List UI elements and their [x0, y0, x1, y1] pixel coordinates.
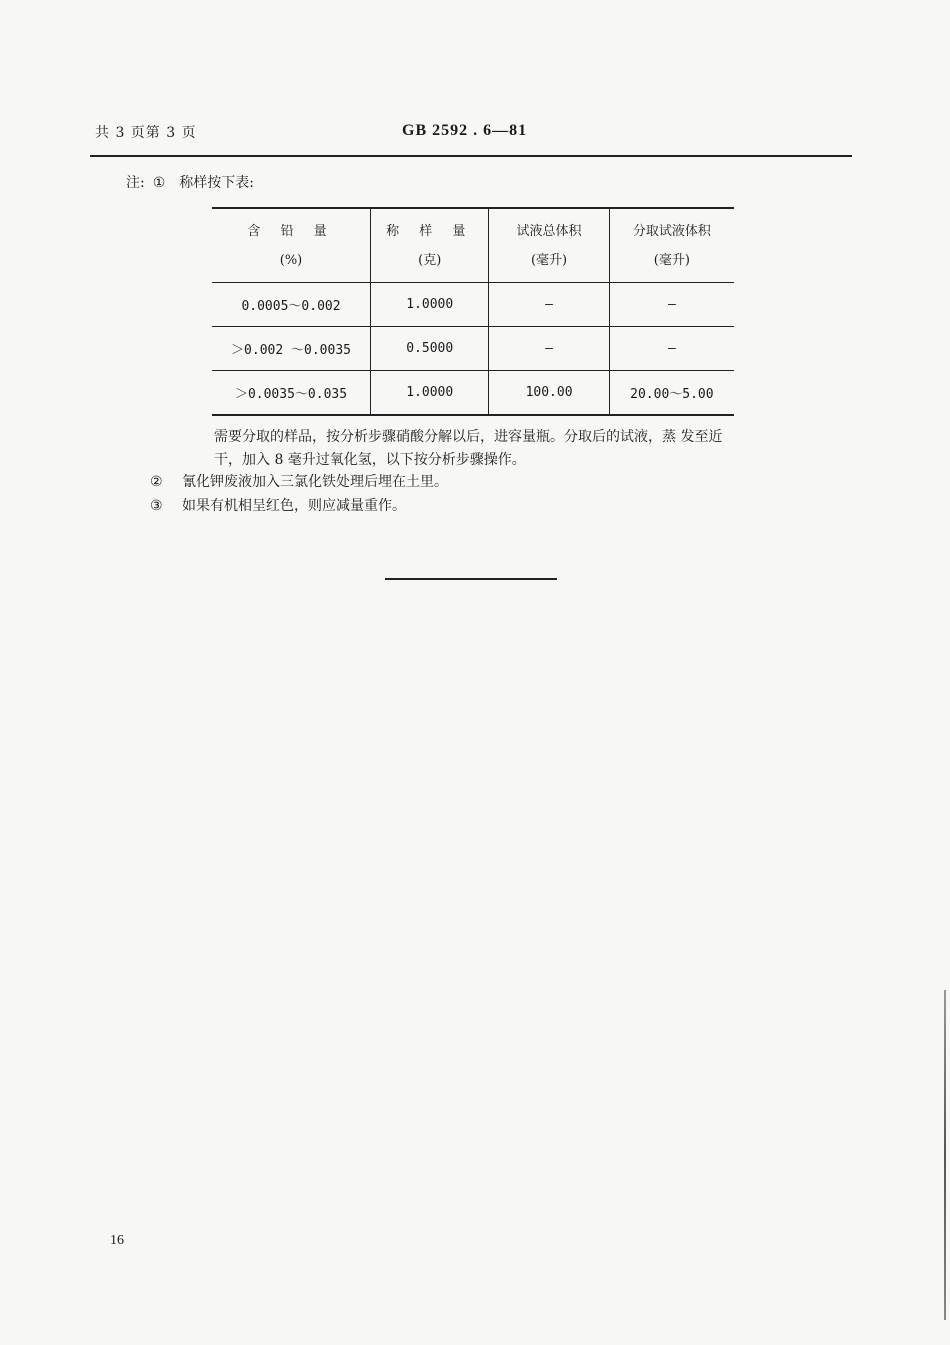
header-unit: (克) [418, 252, 442, 268]
note-text: 氰化钾废液加入三氯化铁处理后埋在土里。 [182, 474, 448, 490]
header-label: 试液总体积 [516, 223, 582, 239]
page-count-header: 共 3 页第 3 页 [95, 125, 197, 141]
note-label: 注: [126, 175, 145, 191]
table-cell: — [489, 327, 609, 371]
note-intro [126, 172, 254, 192]
header-unit: (毫升) [530, 252, 568, 268]
header-total-volume [489, 208, 609, 283]
header-label: 分取试液体积 [632, 223, 711, 239]
header-sample-weight [371, 208, 489, 283]
header-unit: (毫升) [653, 252, 690, 268]
table-cell: 0.0005～0.002 [241, 299, 341, 314]
table-cell: — [489, 283, 609, 327]
note-item-3 [150, 495, 406, 515]
table-cell: 1.0000 [371, 283, 489, 327]
header-label: 称 样 量 [386, 223, 474, 239]
aliquot-instruction-paragraph: 需要分取的样品，按分析步骤硝酸分解以后，进容量瓶。分取后的试液，蒸 发至近干，加入 8 毫升过氧化氢，以下按分析步骤操作。 [214, 429, 723, 468]
table-cell: 20.00～5.00 [609, 371, 734, 416]
sample-weight-table [212, 207, 734, 416]
table-header-row [212, 208, 734, 283]
table-row [212, 327, 734, 371]
table-cell: — [609, 283, 734, 327]
note-item-2 [150, 471, 448, 491]
table-cell: ＞0.002 ～0.0035 [231, 343, 351, 358]
header-divider [90, 155, 852, 157]
header-unit: (%) [279, 252, 303, 268]
scan-edge-artifact [944, 990, 946, 1320]
table-row [212, 371, 734, 416]
table-cell: ＞0.0035～0.035 [234, 387, 348, 402]
note-number: ② [150, 474, 163, 490]
standard-code-header: GB 2592 . 6—81 [402, 122, 528, 139]
table-cell: — [609, 327, 734, 371]
note-number: ③ [150, 498, 163, 514]
table-cell: 0.5000 [371, 327, 489, 371]
note-intro-text: 称样按下表: [179, 175, 254, 191]
table-cell: 100.00 [489, 371, 609, 416]
table-cell: 1.0000 [371, 371, 489, 416]
page-number: 16 [110, 1233, 124, 1248]
end-divider [385, 578, 557, 580]
header-label: 含 铅 量 [247, 223, 335, 239]
note-number: ① [152, 175, 166, 191]
table-row [212, 283, 734, 327]
header-aliquot-volume [609, 208, 734, 283]
note-text: 如果有机相呈红色，则应减量重作。 [182, 498, 406, 514]
header-lead-content [212, 208, 371, 283]
